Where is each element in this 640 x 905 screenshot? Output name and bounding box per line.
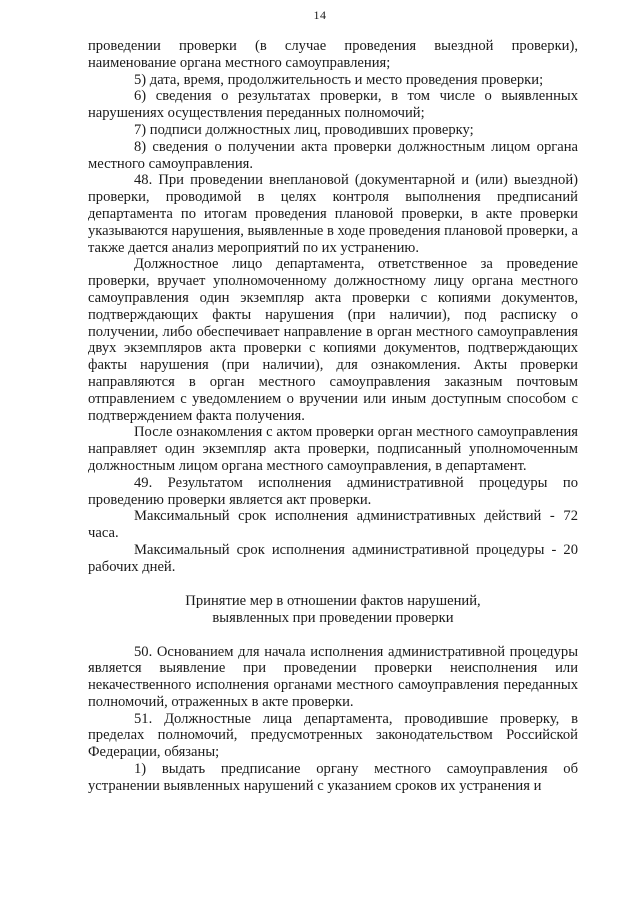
section-heading-line-1: Принятие мер в отношении фактов нарушений, [185, 592, 481, 609]
paragraph-max-actions-term: Максимальный срок исполнения административных действий - 72 часа. [88, 508, 578, 542]
paragraph-51: 51. Должностные лица департамента, проводившие проверку, в пределах полномочий, предусмотренных законодательством Российской Федерации, обязаны; [88, 710, 578, 761]
paragraph-official-delivery: Должностное лицо департамента, ответственное за проведение проверки, вручает уполномоченному должностному лицу органа местного самоуправления один экземпляр акта проверки с копиями документов, подтверждающих факты нарушения (при наличии), под расписку о получении, либо обеспечивает направление в орган местного самоуправления двух экземпляров акта проверки с копиями документов, подтверждающих факты нарушения (при наличии), для ознакомления. Акты проверки направляются в орган местного самоуправления заказным почтовым отправлением с уведомлением о вручении или иным доступным способом с подтверждением факта получения. [88, 256, 578, 424]
paragraph-50: 50. Основанием для начала исполнения административной процедуры является выявление при проведении проверки неисполнения или некачественного исполнения органами местного самоуправления переданных полномочий, отраженных в акте проверки. [88, 643, 578, 710]
paragraph-48: 48. При проведении внеплановой (документарной и (или) выездной) проверки, проводимой в целях контроля выполнения предписаний департамента по итогам проведения плановой проверки, в акте проверки указываются нарушения, выявленные в ходе проведения плановой проверки, а также дается анализ мероприятий по их устранению. [88, 172, 578, 256]
list-item-5: 5) дата, время, продолжительность и место проведения проверки; [134, 71, 544, 88]
paragraph-max-procedure-term: Максимальный срок исполнения административной процедуры - 20 рабочих дней. [88, 541, 578, 575]
page-number: 14 [313, 8, 327, 22]
list-item-8: 8) сведения о получении акта проверки должностным лицом органа местного самоуправления. [88, 138, 578, 172]
document-body [88, 38, 578, 795]
list-item-7: 7) подписи должностных лиц, проводивших проверку; [134, 121, 474, 138]
list-item-6: 6) сведения о результатах проверки, в том числе о выявленных нарушениях осуществления переданных полномочий; [88, 88, 578, 122]
paragraph-continuation: проведении проверки (в случае проведения выездной проверки), наименование органа местного самоуправления; [88, 38, 578, 71]
paragraph-49: 49. Результатом исполнения административной процедуры по проведению проверки является акт проверки. [88, 474, 578, 508]
list-item-51-1: 1) выдать предписание органу местного самоуправления об устранении выявленных нарушений с указанием сроков их устранения и [88, 761, 578, 794]
paragraph-after-review: После ознакомления с актом проверки орган местного самоуправления направляет один экземпляр акта проверки, подписанный уполномоченным должностным лицом органа местного самоуправления, в департамент. [88, 424, 578, 474]
section-heading [88, 593, 578, 627]
section-heading-line-2: выявленных при проведении проверки [212, 609, 454, 626]
